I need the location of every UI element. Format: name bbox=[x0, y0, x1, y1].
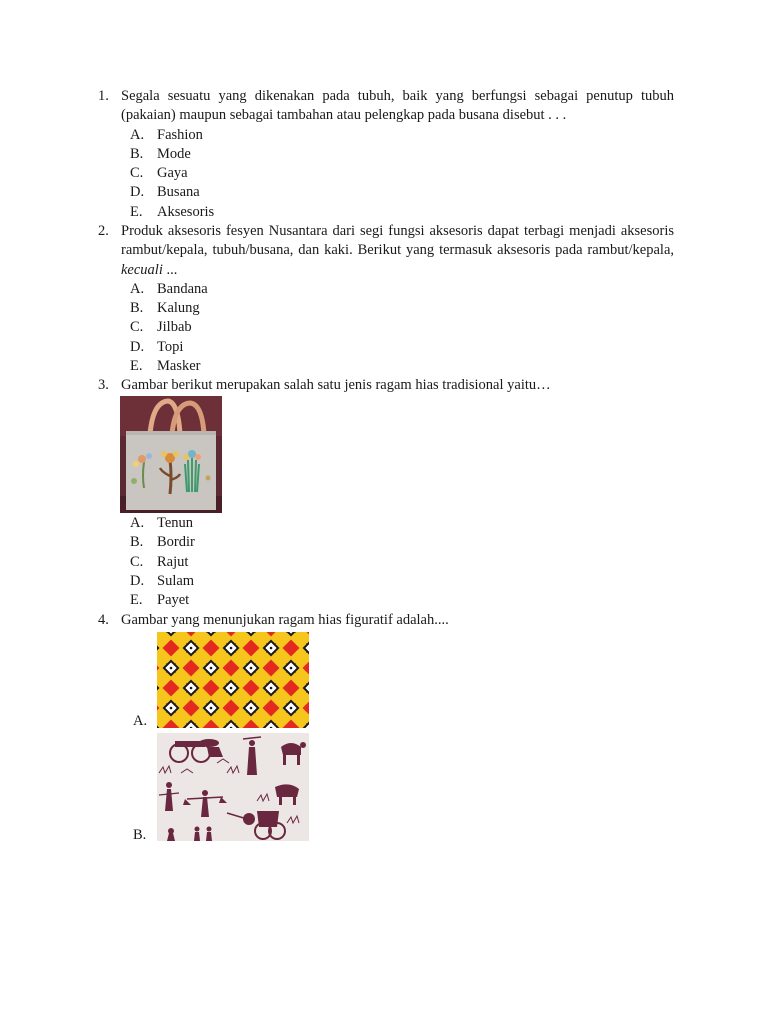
option-text: Aksesoris bbox=[157, 203, 215, 220]
question-2 bbox=[98, 222, 674, 376]
option-text: Mode bbox=[157, 145, 191, 162]
option-letter: A. bbox=[133, 713, 148, 729]
option-d bbox=[98, 572, 674, 591]
option-letter: A. bbox=[130, 515, 145, 531]
option-c bbox=[98, 318, 674, 337]
option-b bbox=[98, 145, 674, 164]
option-c bbox=[98, 164, 674, 183]
embroidered-bag-image bbox=[120, 396, 222, 513]
option-letter: A. bbox=[130, 280, 145, 297]
question-1 bbox=[98, 87, 674, 222]
option-text: Sulam bbox=[157, 572, 195, 589]
option-a bbox=[98, 514, 674, 533]
option-text: Payet bbox=[157, 592, 190, 609]
question-text: Gambar berikut merupakan salah satu jenis ragam hias tradisional yaitu… bbox=[121, 377, 551, 393]
question-text-emphasis: kecuali bbox=[121, 261, 163, 278]
question-3-options bbox=[98, 514, 674, 610]
option-text: Topi bbox=[157, 338, 184, 355]
geometric-pattern-image bbox=[157, 632, 309, 728]
option-letter: B. bbox=[130, 534, 144, 551]
option-letter: D. bbox=[130, 572, 145, 589]
option-text: Tenun bbox=[157, 515, 194, 531]
option-b bbox=[98, 299, 674, 318]
option-letter: E. bbox=[130, 203, 143, 220]
option-d bbox=[98, 338, 674, 357]
option-letter: C. bbox=[130, 319, 144, 336]
option-letter: E. bbox=[130, 358, 143, 375]
option-text: Masker bbox=[157, 358, 201, 375]
option-text: Bandana bbox=[157, 280, 208, 297]
option-e bbox=[98, 357, 674, 376]
option-a bbox=[98, 280, 674, 299]
option-letter: B. bbox=[133, 827, 147, 843]
option-b bbox=[98, 533, 674, 552]
option-letter: E. bbox=[130, 592, 143, 609]
option-e bbox=[98, 591, 674, 610]
question-text: Segala sesuatu yang dikenakan pada tubuh, baik yang berfungsi sebagai penutup tubuh (pakaian) maupun sebagai tambahan atau pelengkap pada busana disebut . . . bbox=[121, 88, 674, 124]
question-3 bbox=[98, 376, 674, 395]
option-letter: B. bbox=[130, 300, 144, 317]
option-letter: D. bbox=[130, 338, 145, 355]
option-text: Kalung bbox=[157, 300, 200, 317]
option-letter: C. bbox=[130, 165, 144, 182]
option-text: Bordir bbox=[157, 534, 195, 551]
question-4 bbox=[98, 611, 674, 630]
option-letter: D. bbox=[130, 184, 145, 201]
option-text: Fashion bbox=[157, 126, 203, 143]
option-text: Jilbab bbox=[157, 319, 192, 336]
option-d bbox=[98, 183, 674, 202]
question-number: 4. bbox=[98, 612, 109, 628]
question-text bbox=[121, 222, 674, 280]
option-letter: A. bbox=[130, 126, 145, 143]
figurative-batik-image bbox=[157, 733, 309, 841]
option-c bbox=[98, 553, 674, 572]
option-text: Gaya bbox=[157, 165, 188, 182]
question-text-main: Produk aksesoris fesyen Nusantara dari segi fungsi aksesoris dapat terbagi menjadi aksesoris rambut/kepala, tubuh/busana, dan kaki. Berikut yang termasuk aksesoris pada rambut/kepala, bbox=[121, 223, 674, 259]
option-text: Busana bbox=[157, 184, 200, 201]
option-text: Rajut bbox=[157, 553, 189, 570]
option-a bbox=[98, 126, 674, 145]
question-number: 3. bbox=[98, 377, 109, 393]
question-number: 1. bbox=[98, 88, 109, 104]
question-text: Gambar yang menunjukan ragam hias figuratif adalah.... bbox=[121, 612, 449, 628]
option-e bbox=[98, 203, 674, 222]
option-letter: C. bbox=[130, 553, 144, 570]
option-letter: B. bbox=[130, 145, 144, 162]
question-number: 2. bbox=[98, 223, 109, 239]
question-text-end: ... bbox=[162, 261, 178, 278]
